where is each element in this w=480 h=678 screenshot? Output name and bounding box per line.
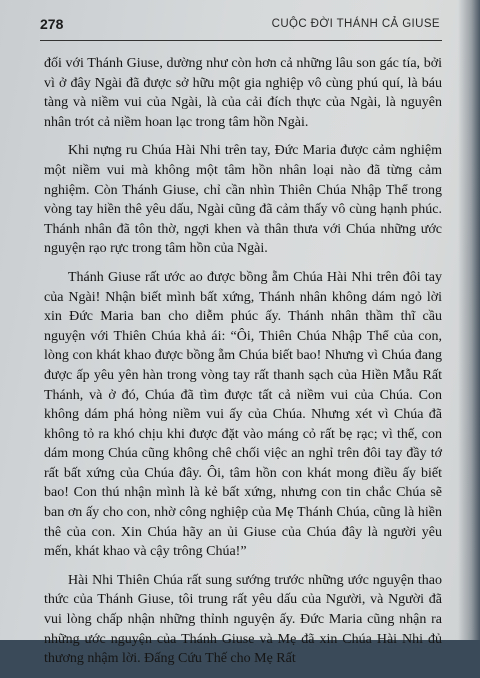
page-header — [40, 14, 440, 36]
paragraph: Thánh Giuse rất ước ao được bồng ẵm Chúa Hài Nhi trên đôi tay của Ngài! Nhận biết mình bất xứng, Thánh nhân không dám ngỏ lời xin Đức Maria ban cho diễm phúc ấy. Thánh nhân thầm thĩ cầu nguyện với Thiên Chúa khả ái: “Ôi, Thiên Chúa Nhập Thể của con, lòng con khát khao được bồng ẵm Chúa biết bao! Nhưng vì Chúa đang được ấp yêu yên hàn trong vòng tay rất thanh sạch của Hiền Mẫu Rất Thánh, và ở đó, Chúa đã tìm được tất cả niềm vui của Chúa. Con không dám phá hỏng niềm vui ấy của Chúa. Nhưng xét vì Chúa đã không tỏ ra khó chịu khi được đặt vào máng cỏ rất bẹ rạc; vì thế, con dám mong Chúa cũng không chê chối việc an nghỉ trên đôi tay đầy tớ rất bất xứng của Chúa đây. Ôi, tâm hồn con khát mong điều ấy biết bao! Con thú nhận mình là kẻ bất xứng, nhưng con tin chắc Chúa sẽ ban ơn ấy cho con, nhờ công nghiệp của Mẹ Thánh Chúa, cũng là hiền thê của con. Xin Chúa hãy an ủi Giuse của Chúa đây là người yêu mến, khát khao và cậy trông Chúa!” — [44, 269, 442, 560]
paragraph: đối với Thánh Giuse, dường như còn hơn cả những lâu son gác tía, bởi vì ở đây Ngài đã được sở hữu một gia nghiệp vô cùng phú quí, là báu tàng và niềm vui của Ngài, là của cải đích thực của Ngài, là nguyên nhân trót cả niềm hoan lạc trong tâm hồn Ngài. — [44, 56, 442, 130]
paragraph: Hài Nhi Thiên Chúa rất sung sướng trước những ước nguyện thao thức của Thánh Giuse, tôi trung rất yêu dấu của Người, và Người đã vui lòng chấp nhận những thỉnh nguyện ấy. Đức Maria cũng nhận ra những ước nguyện của Thánh Giuse và Mẹ đã xin Chúa Hài Nhi đủ thương nhậm lời. Đấng Cứu Thế cho Mẹ Rất — [44, 572, 442, 667]
header-rule — [40, 40, 442, 41]
paragraph: Khi nựng ru Chúa Hài Nhi trên tay, Đức Maria được cảm nghiệm một niềm vui mà không một tâm hồn nhân loại nào đã từng cảm nghiệm. Còn Thánh Giuse, chỉ cần nhìn Thiên Chúa Nhập Thể trong vòng tay hiền thê yêu dấu, Ngài cũng đã cảm thấy vô cùng hạnh phúc. Thánh nhân đã tôn thờ, ngợi khen và thân thưa với Chúa những ước nguyện rạo rực trong tâm hồn của Ngài. — [44, 143, 442, 257]
page-number: 278 — [40, 16, 64, 32]
body-text — [44, 54, 442, 678]
page-edge-shadow — [458, 0, 480, 640]
running-title: CUỘC ĐỜI THÁNH CẢ GIUSE — [271, 18, 440, 30]
